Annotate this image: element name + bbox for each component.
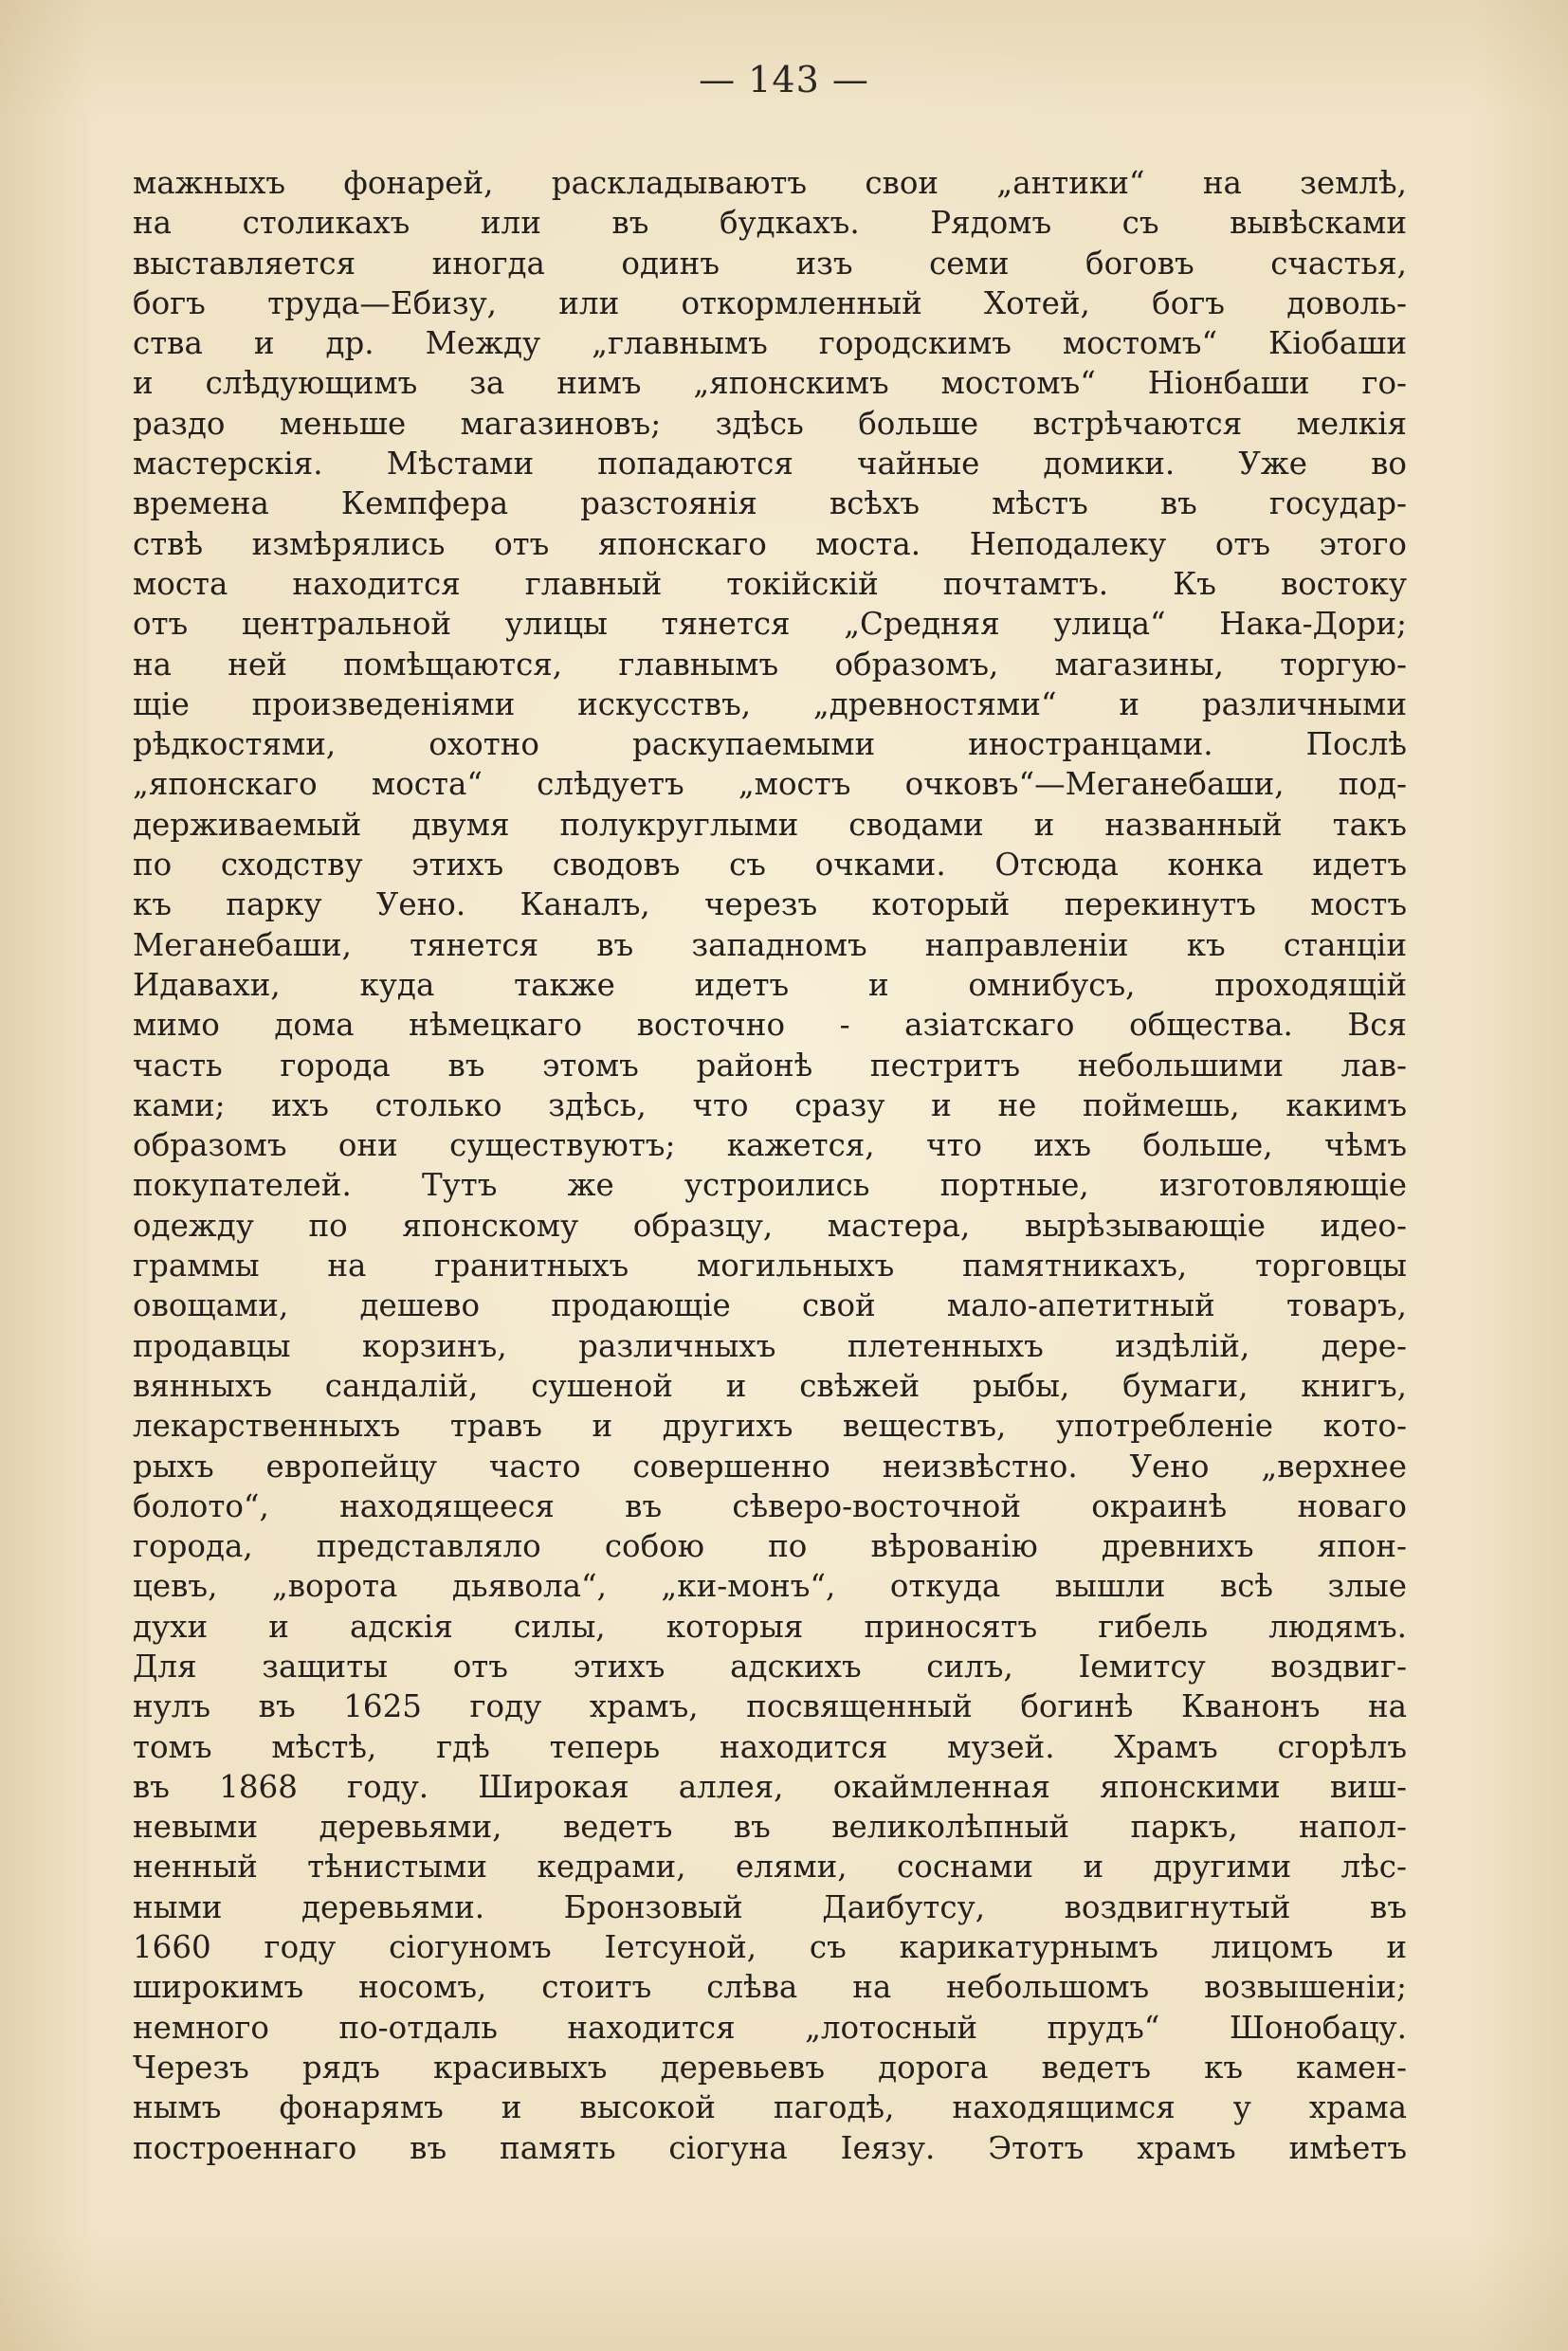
text-line: ствѣ измѣрялись отъ японскаго моста. Неподалеку отъ этого	[133, 525, 1407, 562]
text-line: рѣдкостями, охотно раскупаемыми иностранцами. Послѣ	[133, 726, 1407, 763]
text-line: и слѣдующимъ за нимъ „японскимъ мостомъ“ Ніонбаши го-	[133, 365, 1407, 402]
text-line: выставляется иногда одинъ изъ семи боговъ счастья,	[133, 245, 1407, 282]
text-line: Черезъ рядъ красивыхъ деревьевъ дорога ведетъ къ камен-	[133, 2049, 1407, 2086]
text-line: въ 1868 году. Широкая аллея, окаймленная японскими виш-	[133, 1768, 1407, 1805]
text-line: отъ центральной улицы тянется „Средняя улица“ Нака-Дори;	[133, 606, 1407, 643]
text-line: времена Кемпфера разстоянія всѣхъ мѣстъ въ государ-	[133, 485, 1407, 522]
text-line: Для защиты отъ этихъ адскихъ силъ, Іемитсу воздвиг-	[133, 1648, 1407, 1685]
text-line: богъ труда—Ебизу, или откормленный Хотей, богъ доволь-	[133, 284, 1407, 321]
text-line: ными деревьями. Бронзовый Даибутсу, воздвигнутый въ	[133, 1888, 1407, 1925]
text-line: широкимъ носомъ, стоитъ слѣва на небольшомъ возвышеніи;	[133, 1969, 1407, 2006]
text-line: моста находится главный токійскій почтамтъ. Къ востоку	[133, 565, 1407, 602]
text-line: образомъ они существуютъ; кажется, что ихъ больше, чѣмъ	[133, 1127, 1407, 1164]
text-line: часть города въ этомъ районѣ пестритъ небольшими лав-	[133, 1047, 1407, 1084]
text-line: продавцы корзинъ, различныхъ плетенныхъ издѣлій, дере-	[133, 1327, 1407, 1364]
text-line: на ней помѣщаются, главнымъ образомъ, магазины, торгую-	[133, 646, 1407, 683]
text-line: граммы на гранитныхъ могильныхъ памятникахъ, торговцы	[133, 1248, 1407, 1285]
text-line: построеннаго въ память сіогуна Іеязу. Этотъ храмъ имѣетъ	[133, 2129, 1407, 2166]
page-number: — 143 —	[699, 59, 869, 100]
text-line: къ парку Уено. Каналъ, черезъ который перекинутъ мостъ	[133, 886, 1407, 923]
text-line: немного по-отдаль находится „лотосный прудъ“ Шонобацу.	[133, 2009, 1407, 2046]
text-line: города, представляло собою по вѣрованію древнихъ япон-	[133, 1528, 1407, 1565]
text-line: болото“, находящееся въ сѣверо-восточной окраинѣ новаго	[133, 1487, 1407, 1524]
text-line: Идавахи, куда также идетъ и омнибусъ, проходящій	[133, 966, 1407, 1003]
text-line: „японскаго моста“ слѣдуетъ „мостъ очковъ“—Меганебаши, под-	[133, 766, 1407, 803]
text-line: раздо меньше магазиновъ; здѣсь больше встрѣчаются мелкія	[133, 405, 1407, 442]
text-line: нулъ въ 1625 году храмъ, посвященный богинѣ Кванонъ на	[133, 1688, 1407, 1725]
text-line: овощами, дешево продающіе свой мало-апетитный товаръ,	[133, 1287, 1407, 1324]
text-line: держиваемый двумя полукруглыми сводами и названный такъ	[133, 806, 1407, 843]
text-line: томъ мѣстѣ, гдѣ теперь находится музей. Храмъ сгорѣлъ	[133, 1728, 1407, 1765]
text-line: вянныхъ сандалій, сушеной и свѣжей рыбы, бумаги, книгъ,	[133, 1367, 1407, 1404]
body-text	[133, 163, 1407, 2168]
text-line: по сходству этихъ сводовъ съ очками. Отсюда конка идетъ	[133, 847, 1407, 884]
text-line: ненный тѣнистыми кедрами, елями, соснами и другими лѣс-	[133, 1849, 1407, 1886]
text-line: духи и адскія силы, которыя приносятъ гибель людямъ.	[133, 1608, 1407, 1645]
text-line: 1660 году сіогуномъ Іетсуной, съ карикатурнымъ лицомъ и	[133, 1929, 1407, 1966]
text-line: мажныхъ фонарей, раскладываютъ свои „антики“ на землѣ,	[133, 165, 1407, 201]
text-line: невыми деревьями, ведетъ въ великолѣпный паркъ, напол-	[133, 1809, 1407, 1846]
text-line: цевъ, „ворота дьявола“, „ки-монъ“, откуда вышли всѣ злые	[133, 1568, 1407, 1605]
text-line: нымъ фонарямъ и высокой пагодѣ, находящимся у храма	[133, 2089, 1407, 2126]
text-line: лекарственныхъ травъ и другихъ веществъ, употребленіе кото-	[133, 1408, 1407, 1445]
text-line: ства и др. Между „главнымъ городскимъ мостомъ“ Кіобаши	[133, 325, 1407, 362]
text-line: мимо дома нѣмецкаго восточно - азіатскаго общества. Вся	[133, 1007, 1407, 1044]
text-line: на столикахъ или въ будкахъ. Рядомъ съ вывѣсками	[133, 205, 1407, 242]
text-line: Меганебаши, тянется въ западномъ направленіи къ станціи	[133, 926, 1407, 963]
text-line: покупателей. Тутъ же устроились портные, изготовляющіе	[133, 1167, 1407, 1204]
text-line: одежду по японскому образцу, мастера, вырѣзывающіе идео-	[133, 1207, 1407, 1244]
text-line: щіе произведеніями искусствъ, „древностями“ и различными	[133, 685, 1407, 722]
text-line: рыхъ европейцу часто совершенно неизвѣстно. Уено „верхнее	[133, 1448, 1407, 1485]
text-line: ками; ихъ столько здѣсь, что сразу и не поймешь, какимъ	[133, 1086, 1407, 1123]
text-line: мастерскія. Мѣстами попадаются чайные домики. Уже во	[133, 446, 1407, 483]
